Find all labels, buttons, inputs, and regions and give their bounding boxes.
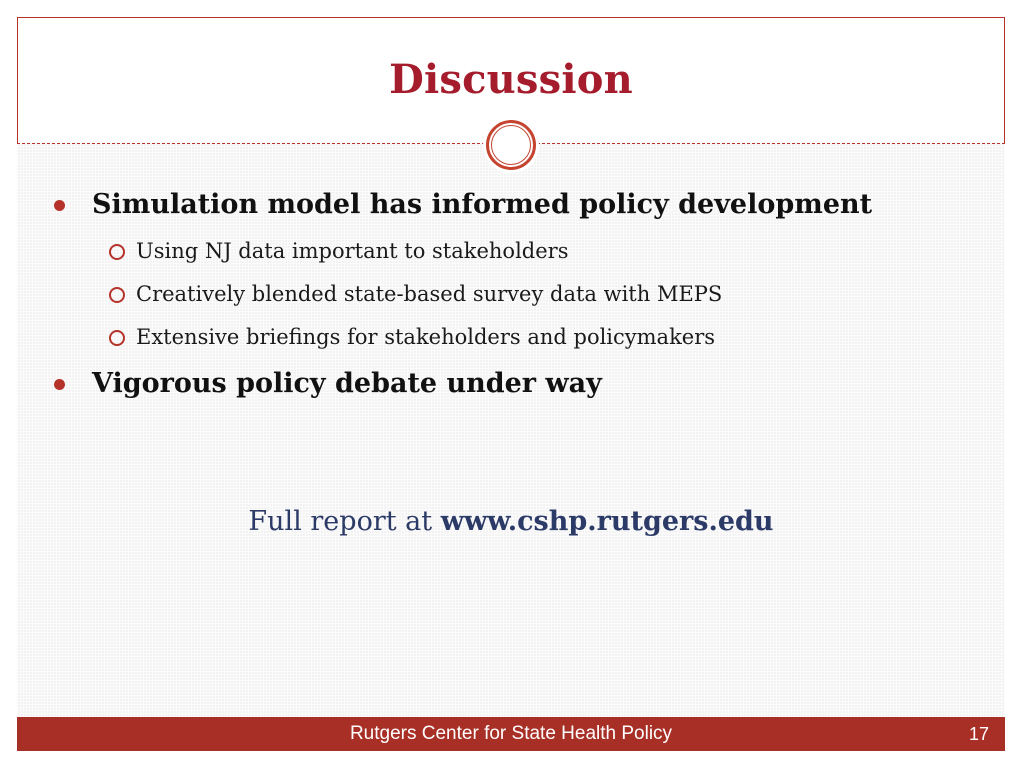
footer-bar xyxy=(17,717,1005,751)
report-url-link[interactable]: www.cshp.rutgers.edu xyxy=(440,506,774,537)
bullet-text: Simulation model has informed policy development xyxy=(92,189,873,220)
sub-bullet-item xyxy=(54,273,984,316)
footer-org-name: Rutgers Center for State Health Policy xyxy=(349,723,673,744)
sub-bullet-text: Using NJ data important to stakeholders xyxy=(136,239,569,263)
sub-bullet-text: Creatively blended state-based survey data with MEPS xyxy=(136,282,723,306)
filled-circle-bullet-icon xyxy=(54,200,65,211)
hollow-circle-bullet-icon xyxy=(109,287,125,303)
sub-bullet-text: Extensive briefings for stakeholders and policymakers xyxy=(136,325,716,349)
bullet-item xyxy=(54,180,984,230)
filled-circle-bullet-icon xyxy=(54,379,65,390)
bullet-list xyxy=(54,180,984,409)
bullet-text: Vigorous policy debate under way xyxy=(92,368,602,399)
sub-bullet-item xyxy=(54,230,984,273)
hollow-circle-bullet-icon xyxy=(109,330,125,346)
bullet-item xyxy=(54,359,984,409)
ornament-inner-ring xyxy=(491,125,531,165)
sub-bullet-item xyxy=(54,316,984,359)
hollow-circle-bullet-icon xyxy=(109,244,125,260)
page-number: 17 xyxy=(968,724,989,744)
slide-title: Discussion xyxy=(389,56,633,103)
report-prefix: Full report at xyxy=(248,506,441,537)
full-report-line xyxy=(17,506,1005,537)
